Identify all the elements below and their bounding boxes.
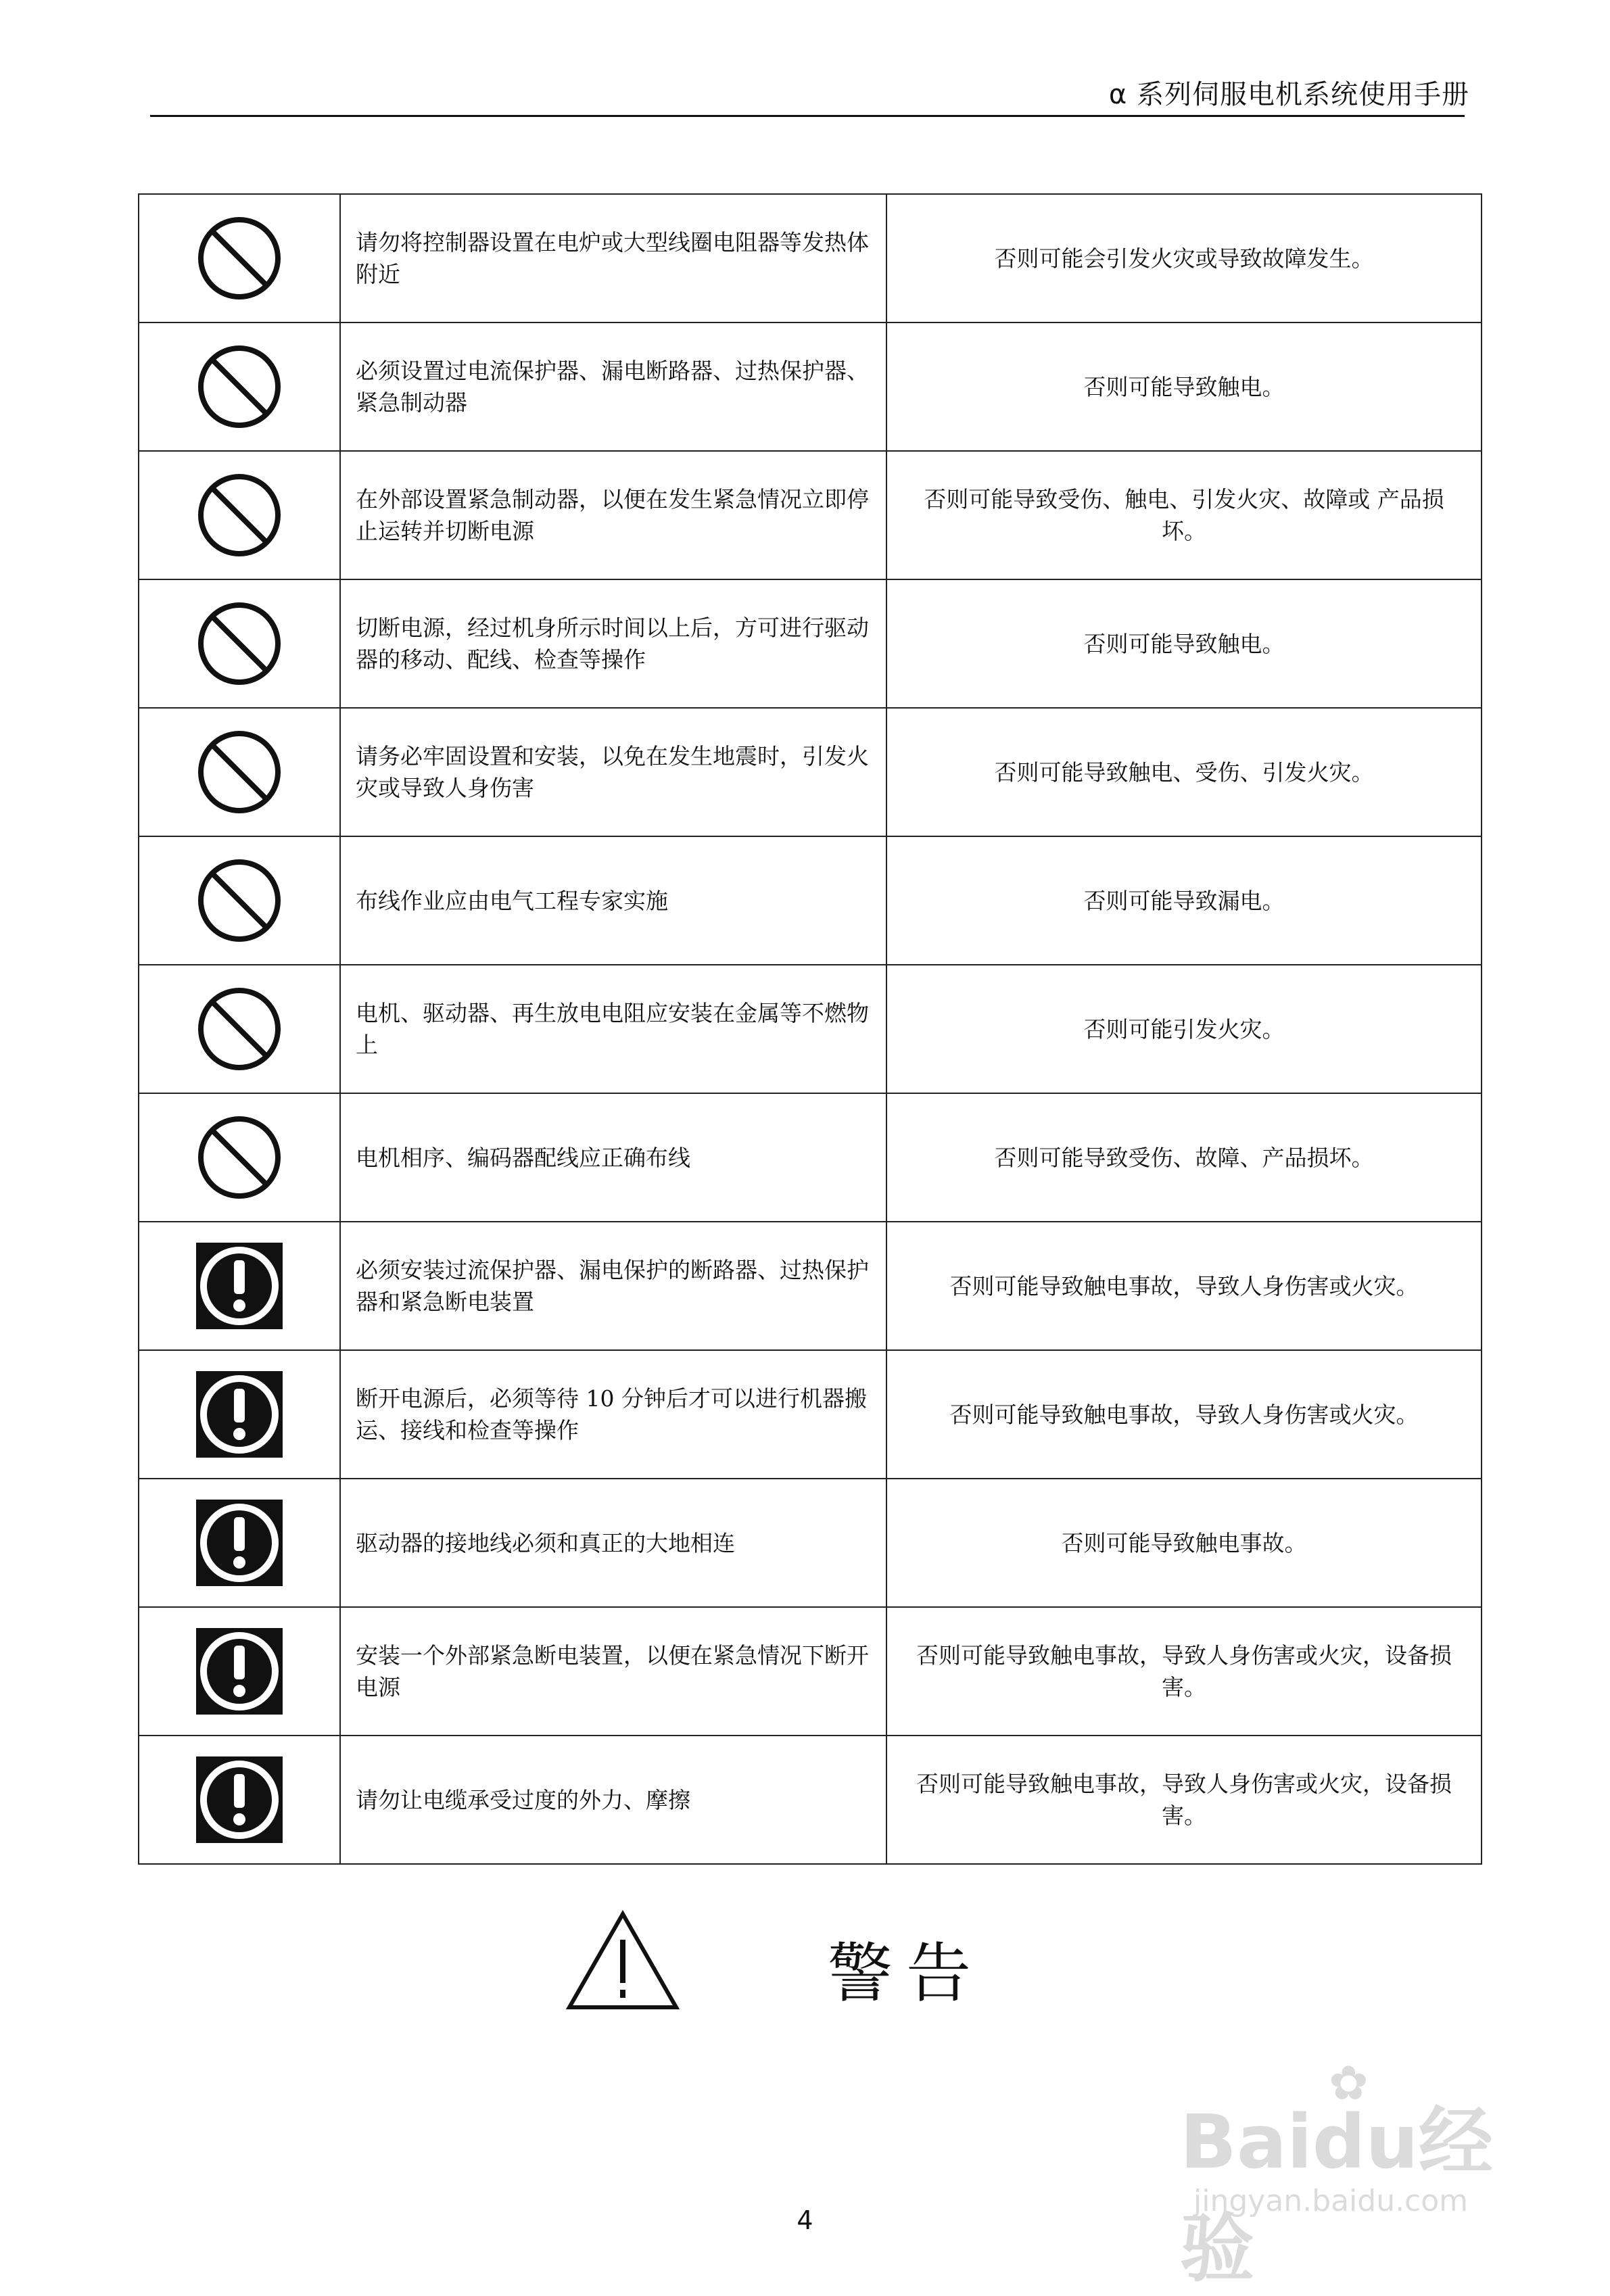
table-row	[139, 1736, 1482, 1864]
table-row	[139, 836, 1482, 965]
icon-cell	[139, 708, 340, 836]
rule-consequence: 否则可能导致触电事故，导致人身伤害或火灾，设备损害。	[886, 1736, 1482, 1864]
table-row	[139, 1350, 1482, 1479]
rule-consequence: 否则可能导致触电事故，导致人身伤害或火灾。	[886, 1350, 1482, 1479]
icon-cell	[139, 194, 340, 322]
table-row	[139, 194, 1482, 322]
table-row	[139, 451, 1482, 579]
warning-heading	[565, 1910, 1039, 2011]
rule-consequence: 否则可能导致触电。	[886, 322, 1482, 451]
rule-description: 在外部设置紧急制动器，以便在发生紧急情况立即停止运转并切断电源	[340, 451, 886, 579]
icon-cell	[139, 451, 340, 579]
rule-description: 电机相序、编码器配线应正确布线	[340, 1093, 886, 1222]
rule-consequence: 否则可能导致受伤、触电、引发火灾、故障或 产品损坏。	[886, 451, 1482, 579]
mandatory-exclamation-icon	[139, 1243, 339, 1329]
mandatory-exclamation-icon	[139, 1500, 339, 1586]
rule-description: 请务必牢固设置和安装，以免在发生地震时，引发火灾或导致人身伤害	[340, 708, 886, 836]
table-row	[139, 322, 1482, 451]
mandatory-exclamation-icon	[139, 1756, 339, 1843]
table-row	[139, 708, 1482, 836]
watermark-brand: Baidu经验	[1180, 2099, 1493, 2292]
page-number: 4	[797, 2205, 813, 2235]
header-rule	[150, 115, 1465, 117]
prohibition-icon	[139, 343, 339, 430]
prohibition-icon	[139, 600, 339, 687]
table-row	[139, 1479, 1482, 1607]
table-row	[139, 1093, 1482, 1222]
table-row	[139, 579, 1482, 708]
icon-cell	[139, 1607, 340, 1736]
warning-label: 警告	[828, 1936, 985, 2011]
safety-rules-table	[138, 193, 1482, 1865]
rule-consequence: 否则可能导致触电事故。	[886, 1479, 1482, 1607]
prohibition-icon	[139, 729, 339, 815]
table-row	[139, 1607, 1482, 1736]
rule-description: 必须安装过流保护器、漏电保护的断路器、过热保护器和紧急断电装置	[340, 1222, 886, 1350]
mandatory-exclamation-icon	[139, 1628, 339, 1715]
prohibition-icon	[139, 215, 339, 302]
rule-description: 请勿将控制器设置在电炉或大型线圈电阻器等发热体附近	[340, 194, 886, 322]
icon-cell	[139, 1350, 340, 1479]
rule-description: 布线作业应由电气工程专家实施	[340, 836, 886, 965]
rule-description: 电机、驱动器、再生放电电阻应安装在金属等不燃物上	[340, 965, 886, 1093]
watermark-url: jingyan.baidu.com	[1193, 2184, 1469, 2218]
mandatory-exclamation-icon	[139, 1371, 339, 1458]
rule-consequence: 否则可能导致触电。	[886, 579, 1482, 708]
table-row	[139, 965, 1482, 1093]
icon-cell	[139, 1093, 340, 1222]
rule-consequence: 否则可能引发火灾。	[886, 965, 1482, 1093]
rule-consequence: 否则可能导致触电、受伤、引发火灾。	[886, 708, 1482, 836]
prohibition-icon	[139, 857, 339, 944]
rule-consequence: 否则可能导致受伤、故障、产品损坏。	[886, 1093, 1482, 1222]
rule-consequence: 否则可能导致漏电。	[886, 836, 1482, 965]
table-row	[139, 1222, 1482, 1350]
prohibition-icon	[139, 472, 339, 558]
rule-description: 切断电源，经过机身所示时间以上后，方可进行驱动器的移动、配线、检查等操作	[340, 579, 886, 708]
icon-cell	[139, 836, 340, 965]
rule-description: 请勿让电缆承受过度的外力、摩擦	[340, 1736, 886, 1864]
baidu-jingyan-watermark	[1139, 2055, 1518, 2292]
rule-description: 断开电源后，必须等待 10 分钟后才可以进行机器搬运、接线和检查等操作	[340, 1350, 886, 1479]
prohibition-icon	[139, 986, 339, 1072]
rule-consequence: 否则可能会引发火灾或导致故障发生。	[886, 194, 1482, 322]
warning-triangle-icon	[565, 1910, 680, 2011]
rule-consequence: 否则可能导致触电事故，导致人身伤害或火灾，设备损害。	[886, 1607, 1482, 1736]
header-title: α 系列伺服电机系统使用手册	[1108, 79, 1469, 110]
rule-description: 安装一个外部紧急断电装置，以便在紧急情况下断开电源	[340, 1607, 886, 1736]
icon-cell	[139, 579, 340, 708]
icon-cell	[139, 1736, 340, 1864]
prohibition-icon	[139, 1114, 339, 1201]
icon-cell	[139, 1222, 340, 1350]
rule-consequence: 否则可能导致触电事故，导致人身伤害或火灾。	[886, 1222, 1482, 1350]
rule-description: 必须设置过电流保护器、漏电断路器、过热保护器、紧急制动器	[340, 322, 886, 451]
icon-cell	[139, 1479, 340, 1607]
paw-logo-icon: ✿	[1329, 2055, 1369, 2111]
icon-cell	[139, 322, 340, 451]
icon-cell	[139, 965, 340, 1093]
rule-description: 驱动器的接地线必须和真正的大地相连	[340, 1479, 886, 1607]
